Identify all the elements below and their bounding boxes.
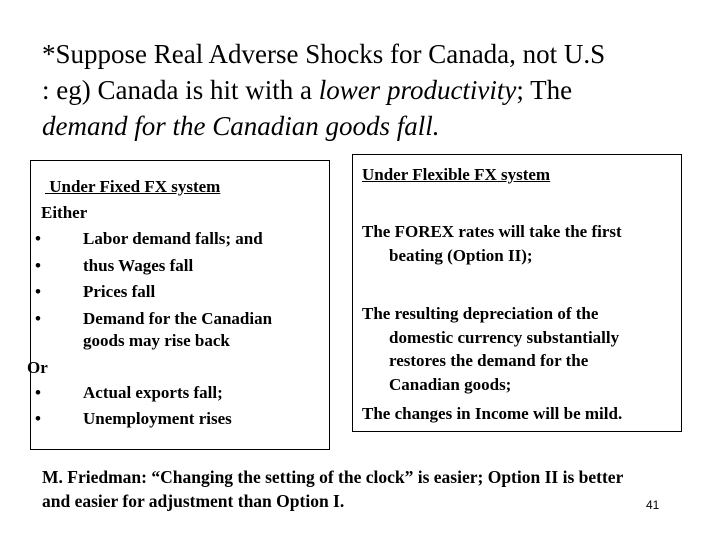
- bullet-text: Labor demand falls; and: [83, 229, 263, 248]
- title-line-2-end: ; The: [516, 75, 573, 105]
- para2-line-4: Canadian goods;: [389, 375, 512, 394]
- bullet-marker: •: [35, 409, 41, 428]
- bullet-text: Actual exports fall;: [83, 383, 223, 402]
- bullet-marker: •: [35, 256, 41, 275]
- slide-title: [42, 36, 720, 144]
- title-line-3-text: demand for the Canadian goods fall.: [42, 111, 440, 141]
- para2-line-2: domestic currency substantially: [389, 328, 620, 347]
- bullet-marker: •: [35, 383, 41, 402]
- flexible-fx-box: [352, 154, 682, 432]
- para2-line-1: The resulting depreciation of the: [362, 304, 599, 323]
- flexible-fx-heading: Under Flexible FX system: [362, 165, 551, 184]
- bullet-marker: •: [35, 309, 41, 328]
- para3: The changes in Income will be mild.: [362, 404, 623, 423]
- title-line-2-start: : eg) Canada is hit with a: [42, 75, 319, 105]
- bullet-marker: •: [35, 282, 41, 301]
- or-label: Or: [27, 358, 48, 377]
- bullet-text: Demand for the Canadian: [83, 309, 273, 328]
- title-line-1: *Suppose Real Adverse Shocks for Canada, not U.S: [42, 39, 606, 69]
- bullet-text: thus Wages fall: [83, 256, 194, 275]
- bullet-continuation: goods may rise back: [83, 331, 230, 350]
- bullet-marker: •: [35, 229, 41, 248]
- bullet-text: Prices fall: [83, 282, 156, 301]
- para2-line-3: restores the demand for the: [389, 351, 589, 370]
- bullet-text: Unemployment rises: [83, 409, 232, 428]
- fixed-fx-box: [27, 160, 330, 450]
- title-emphasis: lower productivity: [318, 75, 517, 105]
- footer-line-2: and easier for adjustment than Option I.: [42, 491, 345, 511]
- footer-note: [42, 465, 712, 513]
- para1-line-2: beating (Option II);: [389, 246, 533, 265]
- para1-line-1: The FOREX rates will take the first: [362, 222, 622, 241]
- title-line-2: [42, 72, 720, 108]
- page-number: 41: [646, 498, 660, 512]
- footer-line-1: M. Friedman: “Changing the setting of the clock” is easier; Option II is better: [42, 467, 624, 487]
- title-line-3: [42, 108, 720, 144]
- fixed-fx-heading-text: Under Fixed FX system: [49, 177, 221, 196]
- fixed-fx-heading: [45, 177, 220, 197]
- either-label: Either: [41, 203, 88, 222]
